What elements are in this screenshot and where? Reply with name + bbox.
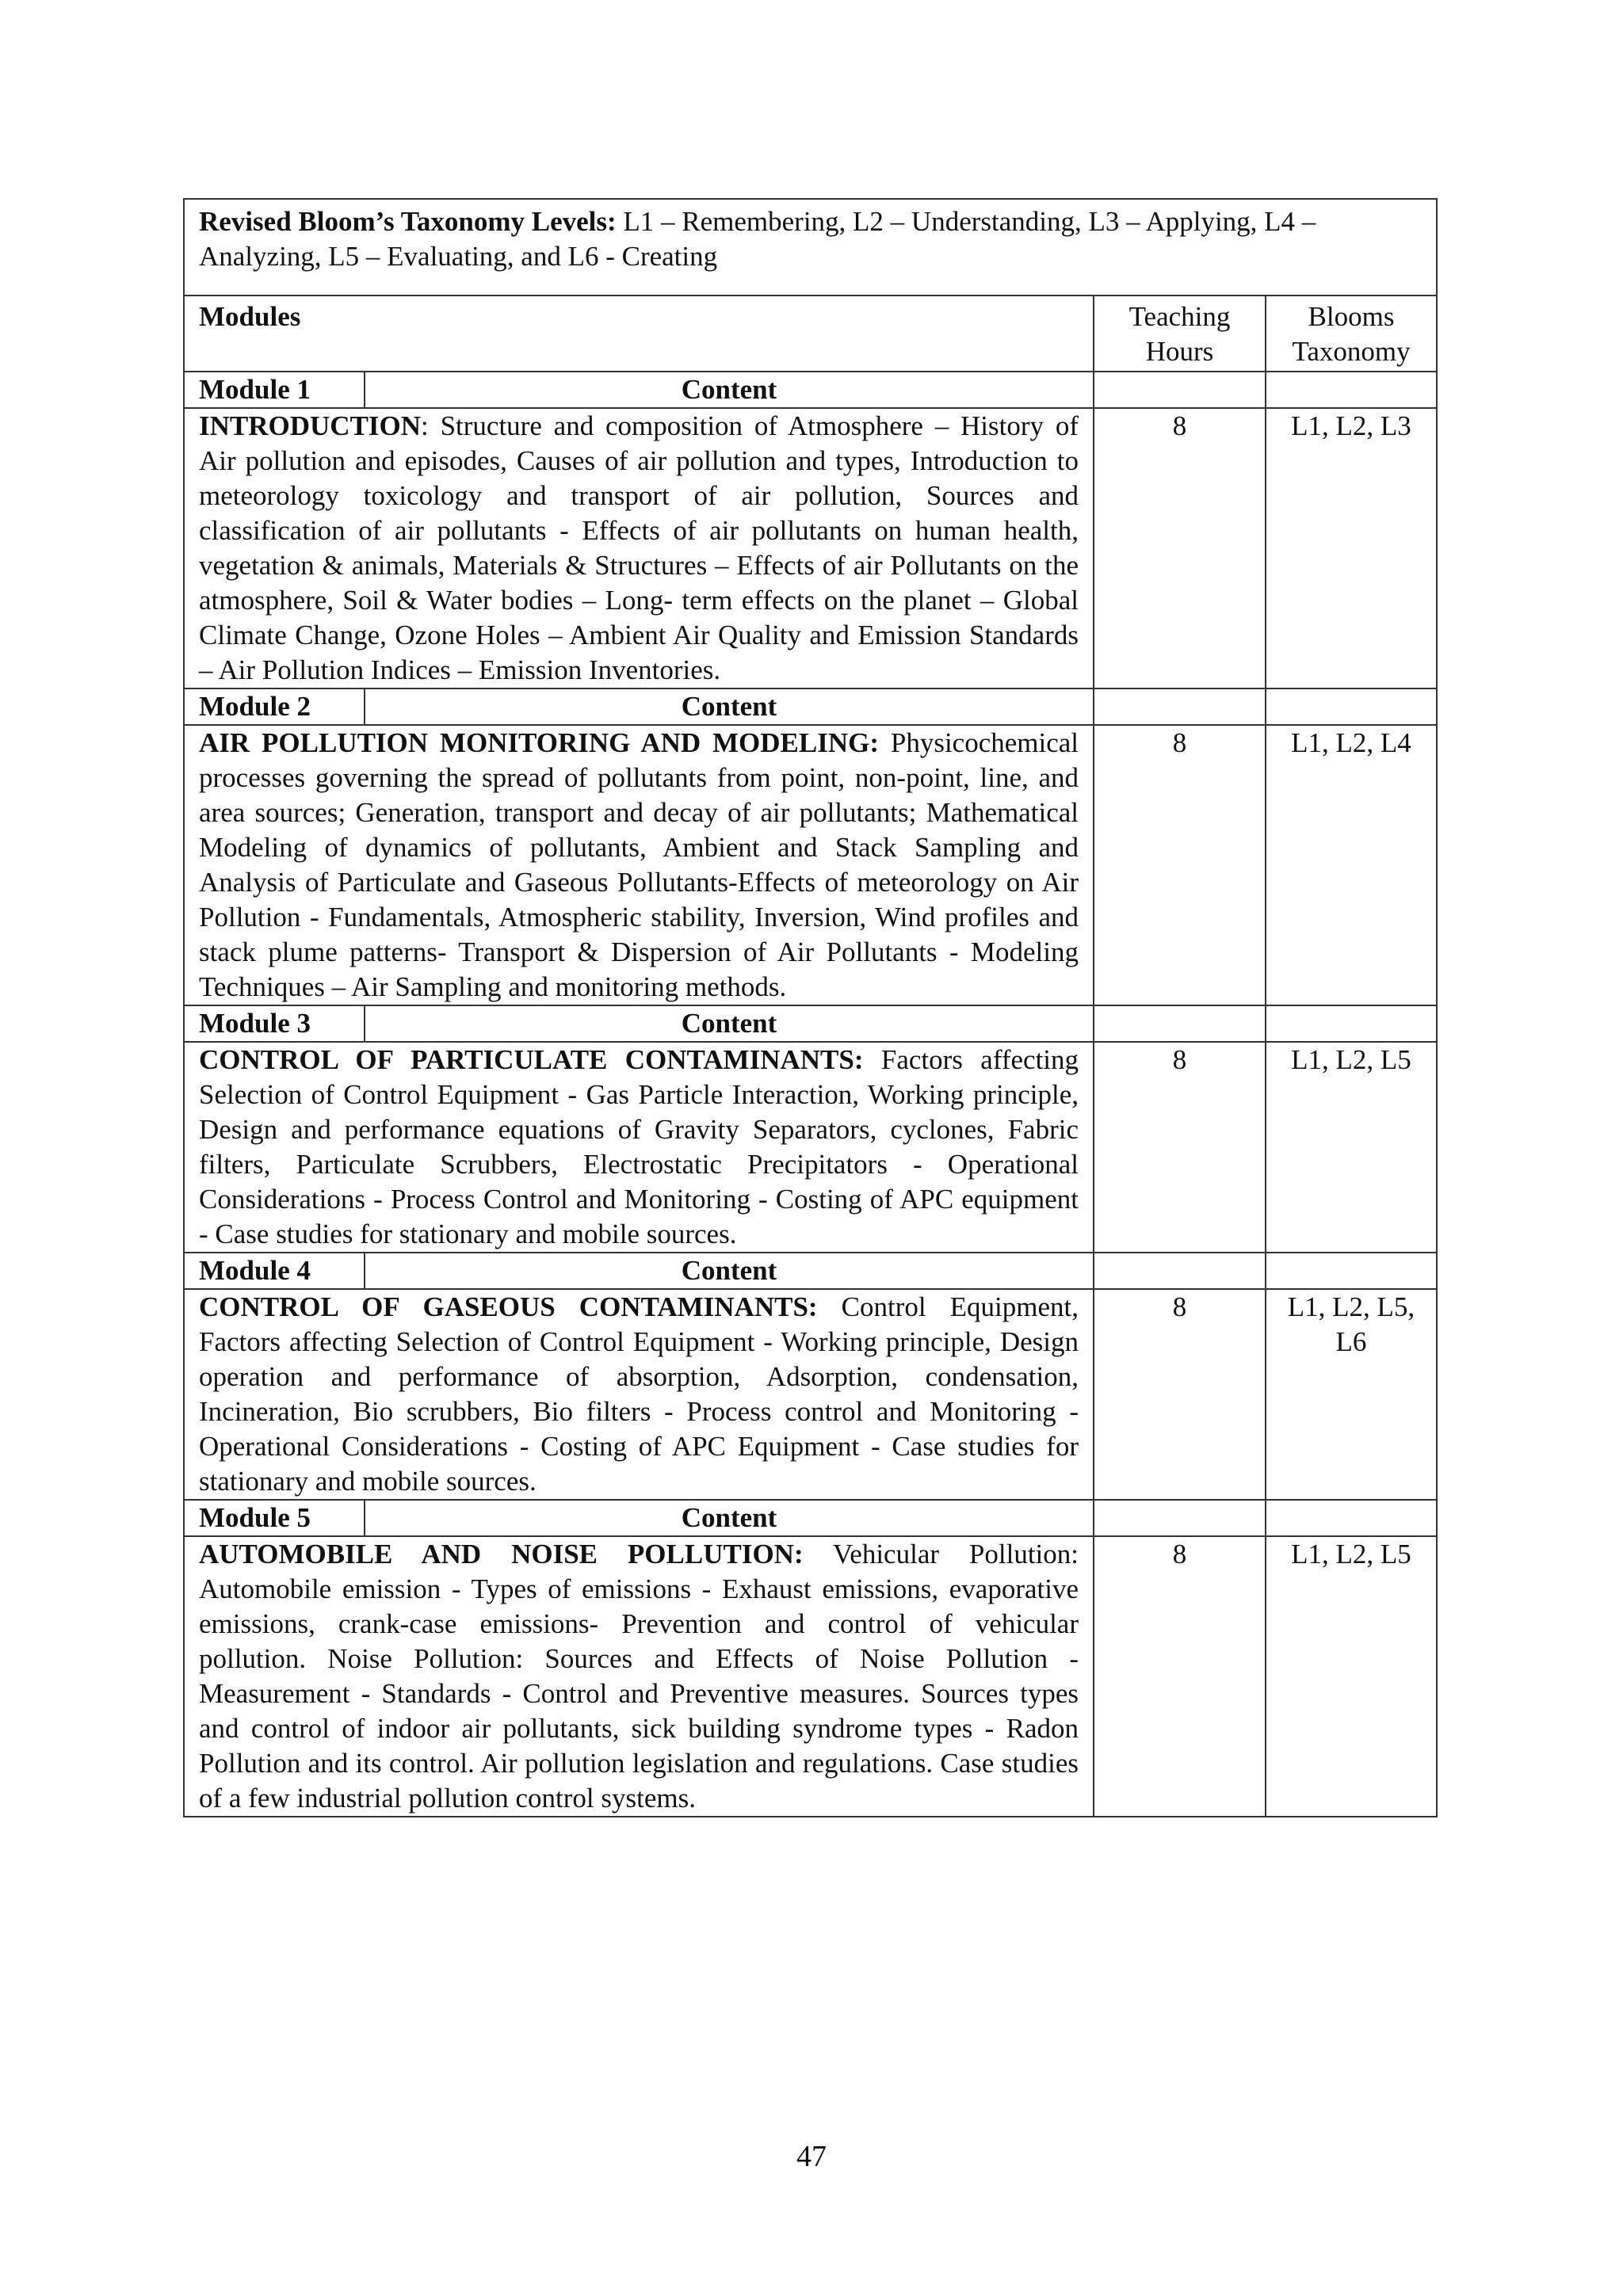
page-number: 47 (796, 2140, 827, 2173)
teaching-hours: 8 (1094, 1042, 1266, 1253)
module-content (184, 1042, 1094, 1253)
blooms-levels: L1, L2, L5 (1266, 1536, 1437, 1817)
module-content-row (184, 725, 1437, 1005)
module-label: Module 5 (184, 1500, 365, 1536)
module-title: AIR POLLUTION MONITORING AND MODELING: (199, 727, 879, 758)
module-label: Module 2 (184, 688, 365, 725)
blooms-levels: L1, L2, L3 (1266, 408, 1437, 688)
blooms-label: Revised Bloom’s Taxonomy Levels: (199, 206, 617, 237)
module-label-row (184, 1500, 1437, 1536)
content-label: Content (365, 1253, 1094, 1289)
blooms-text: L1 – Remembering, L2 – Understanding, L3 – Applying, L4 – Analyzing, L5 – Evaluating, and L6 - Creating (199, 206, 1316, 272)
module-body: Factors affecting Selection of Control Equipment - Gas Particle Interaction, Working principle, Design and performance equations of Gravity Separators, cyclones, Fabric filters, Particulate Scrubbers, Electrostatic Precipitators - Operational Considerations - Process Control and Monitoring - Costing of APC equipment - Case studies for stationary and mobile sources. (199, 1044, 1079, 1249)
teaching-hours: 8 (1094, 1289, 1266, 1500)
module-title-separator (818, 1291, 842, 1322)
syllabus-table (183, 198, 1438, 1817)
module-body: Control Equipment, Factors affecting Selection of Control Equipment - Working principle, Design operation and performance of absorption, Adsorption, condensation, Incineration, Bio scrubbers, Bio filters - Process control and Monitoring - Operational Considerations - Costing of APC Equipment - Case studies for stationary and mobile sources. (199, 1291, 1079, 1497)
module-title-separator (864, 1044, 881, 1075)
module-title: AUTOMOBILE AND NOISE POLLUTION: (199, 1539, 804, 1569)
module-body: Structure and composition of Atmosphere – History of Air pollution and episodes, Causes of air pollution and types, Introduction to meteorology toxicology and transport of air pollution, Sources and classification of air pollutants - Effects of air pollutants on human health, vegetation & animals, Materials & Structures – Effects of air Pollutants on the atmosphere, Soil & Water bodies – Long- term effects on the planet – Global Climate Change, Ozone Holes – Ambient Air Quality and Emission Standards – Air Pollution Indices – Emission Inventories. (199, 410, 1079, 685)
module-label-row (184, 688, 1437, 725)
modules-header: Modules (184, 296, 1094, 372)
empty-cell (1266, 1253, 1437, 1289)
content-label: Content (365, 1500, 1094, 1536)
empty-cell (1266, 1005, 1437, 1042)
header-row (184, 296, 1437, 372)
module-label: Module 1 (184, 372, 365, 408)
empty-cell (1266, 1500, 1437, 1536)
module-content-row (184, 408, 1437, 688)
module-content (184, 725, 1094, 1005)
module-content-row (184, 1536, 1437, 1817)
content-label: Content (365, 1005, 1094, 1042)
module-label-row (184, 1005, 1437, 1042)
blooms-levels: L1, L2, L5 (1266, 1042, 1437, 1253)
blooms-levels: L1, L2, L4 (1266, 725, 1437, 1005)
teaching-hours: 8 (1094, 408, 1266, 688)
module-label-row (184, 372, 1437, 408)
blooms-row (184, 199, 1437, 296)
empty-cell (1094, 1500, 1266, 1536)
empty-cell (1094, 1005, 1266, 1042)
content-label: Content (365, 688, 1094, 725)
module-label: Module 3 (184, 1005, 365, 1042)
module-title-separator (879, 727, 891, 758)
blooms-taxonomy-header: Blooms Taxonomy (1266, 296, 1437, 372)
module-title-separator: : (421, 410, 441, 441)
module-title: CONTROL OF GASEOUS CONTAMINANTS: (199, 1291, 818, 1322)
empty-cell (1094, 1253, 1266, 1289)
module-content-row (184, 1042, 1437, 1253)
empty-cell (1266, 688, 1437, 725)
module-content (184, 408, 1094, 688)
module-body: Physicochemical processes governing the spread of pollutants from point, non-point, line, and area sources; Generation, transport and decay of air pollutants; Mathematical Modeling of dynamics of pollutants, Ambient and Stack Sampling and Analysis of Particulate and Gaseous Pollutants-Effects of meteorology on Air Pollution - Fundamentals, Atmospheric stability, Inversion, Wind profiles and stack plume patterns- Transport & Dispersion of Air Pollutants - Modeling Techniques – Air Sampling and monitoring methods. (199, 727, 1079, 1002)
teaching-hours-header: Teaching Hours (1094, 296, 1266, 372)
empty-cell (1094, 372, 1266, 408)
empty-cell (1266, 372, 1437, 408)
module-body: Vehicular Pollution: Automobile emission - Types of emissions - Exhaust emissions, evaporative emissions, crank-case emissions- Prevention and control of vehicular pollution. Noise Pollution: Sources and Effects of Noise Pollution - Measurement - Standards - Control and Preventive measures. Sources types and control of indoor air pollutants, sick building syndrome types - Radon Pollution and its control. Air pollution legislation and regulations. Case studies of a few industrial pollution control systems. (199, 1539, 1079, 1814)
module-label: Module 4 (184, 1253, 365, 1289)
module-content-row (184, 1289, 1437, 1500)
content-label: Content (365, 372, 1094, 408)
teaching-hours: 8 (1094, 725, 1266, 1005)
empty-cell (1094, 688, 1266, 725)
blooms-levels-cell (184, 199, 1437, 296)
module-title-separator (804, 1539, 833, 1569)
module-title: INTRODUCTION (199, 410, 422, 441)
module-title: CONTROL OF PARTICULATE CONTAMINANTS: (199, 1044, 864, 1075)
blooms-levels: L1, L2, L5, L6 (1266, 1289, 1437, 1500)
teaching-hours: 8 (1094, 1536, 1266, 1817)
module-content (184, 1289, 1094, 1500)
module-content (184, 1536, 1094, 1817)
module-label-row (184, 1253, 1437, 1289)
